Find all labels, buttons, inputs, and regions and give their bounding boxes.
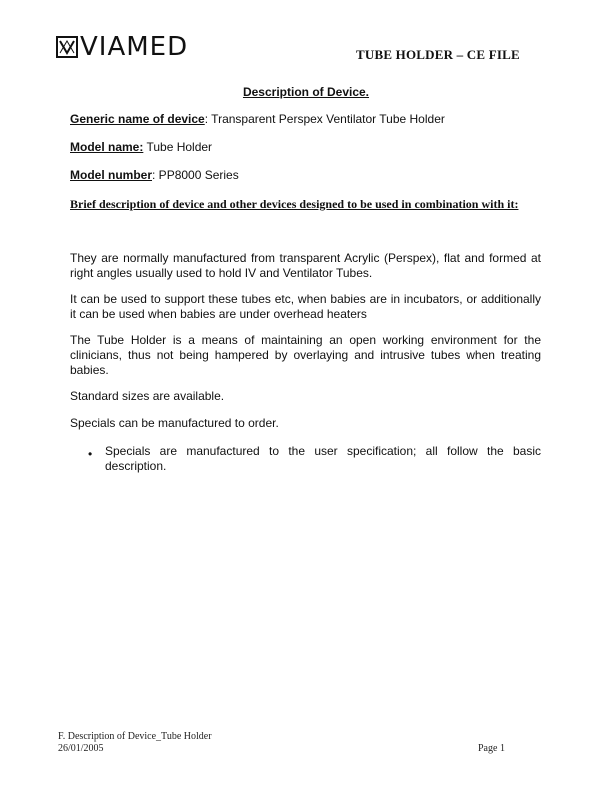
model-number-row <box>70 168 239 182</box>
footer-page: Page 1 <box>478 743 505 754</box>
model-name-label: Model name: <box>70 140 144 154</box>
footer-date: 26/01/2005 <box>58 743 104 754</box>
model-number-value: : PP8000 Series <box>152 168 239 182</box>
generic-name-label: Generic name of device <box>70 112 205 126</box>
paragraph-specials: Specials can be manufactured to order. <box>70 416 279 430</box>
file-title: TUBE HOLDER – CE FILE <box>356 47 520 62</box>
paragraph-purpose: The Tube Holder is a means of maintaining an open working environment for the clinicians, thus not being hampered by overlaying and intrusive tubes when treating babies. <box>70 333 541 377</box>
viamed-logo <box>56 34 188 60</box>
bullet-icon: • <box>88 447 93 461</box>
bullet-item: Specials are manufactured to the user specification; all follow the basic description. <box>105 444 541 473</box>
generic-name-value: : Transparent Perspex Ventilator Tube Holder <box>204 112 445 126</box>
logo-text: VIAMED <box>80 32 189 62</box>
paragraph-sizes: Standard sizes are available. <box>70 389 225 403</box>
brief-description-heading: Brief description of device and other devices designed to be used in combination with it: <box>70 197 519 211</box>
model-number-label: Model number <box>70 168 153 182</box>
generic-name-row <box>70 112 445 126</box>
viamed-logo-mark-icon <box>56 36 78 58</box>
paragraph-materials: They are normally manufactured from transparent Acrylic (Perspex), flat and formed at right angles usually used to hold IV and Ventilator Tubes. <box>70 251 541 280</box>
page-title: Description of Device. <box>242 85 370 99</box>
footer-doc-name: F. Description of Device_Tube Holder <box>58 731 212 742</box>
paragraph-usage: It can be used to support these tubes etc, when babies are in incubators, or additionally it can be used when babies are under overhead heaters <box>70 292 541 321</box>
model-name-row <box>70 140 212 154</box>
model-name-value: Tube Holder <box>143 140 213 154</box>
